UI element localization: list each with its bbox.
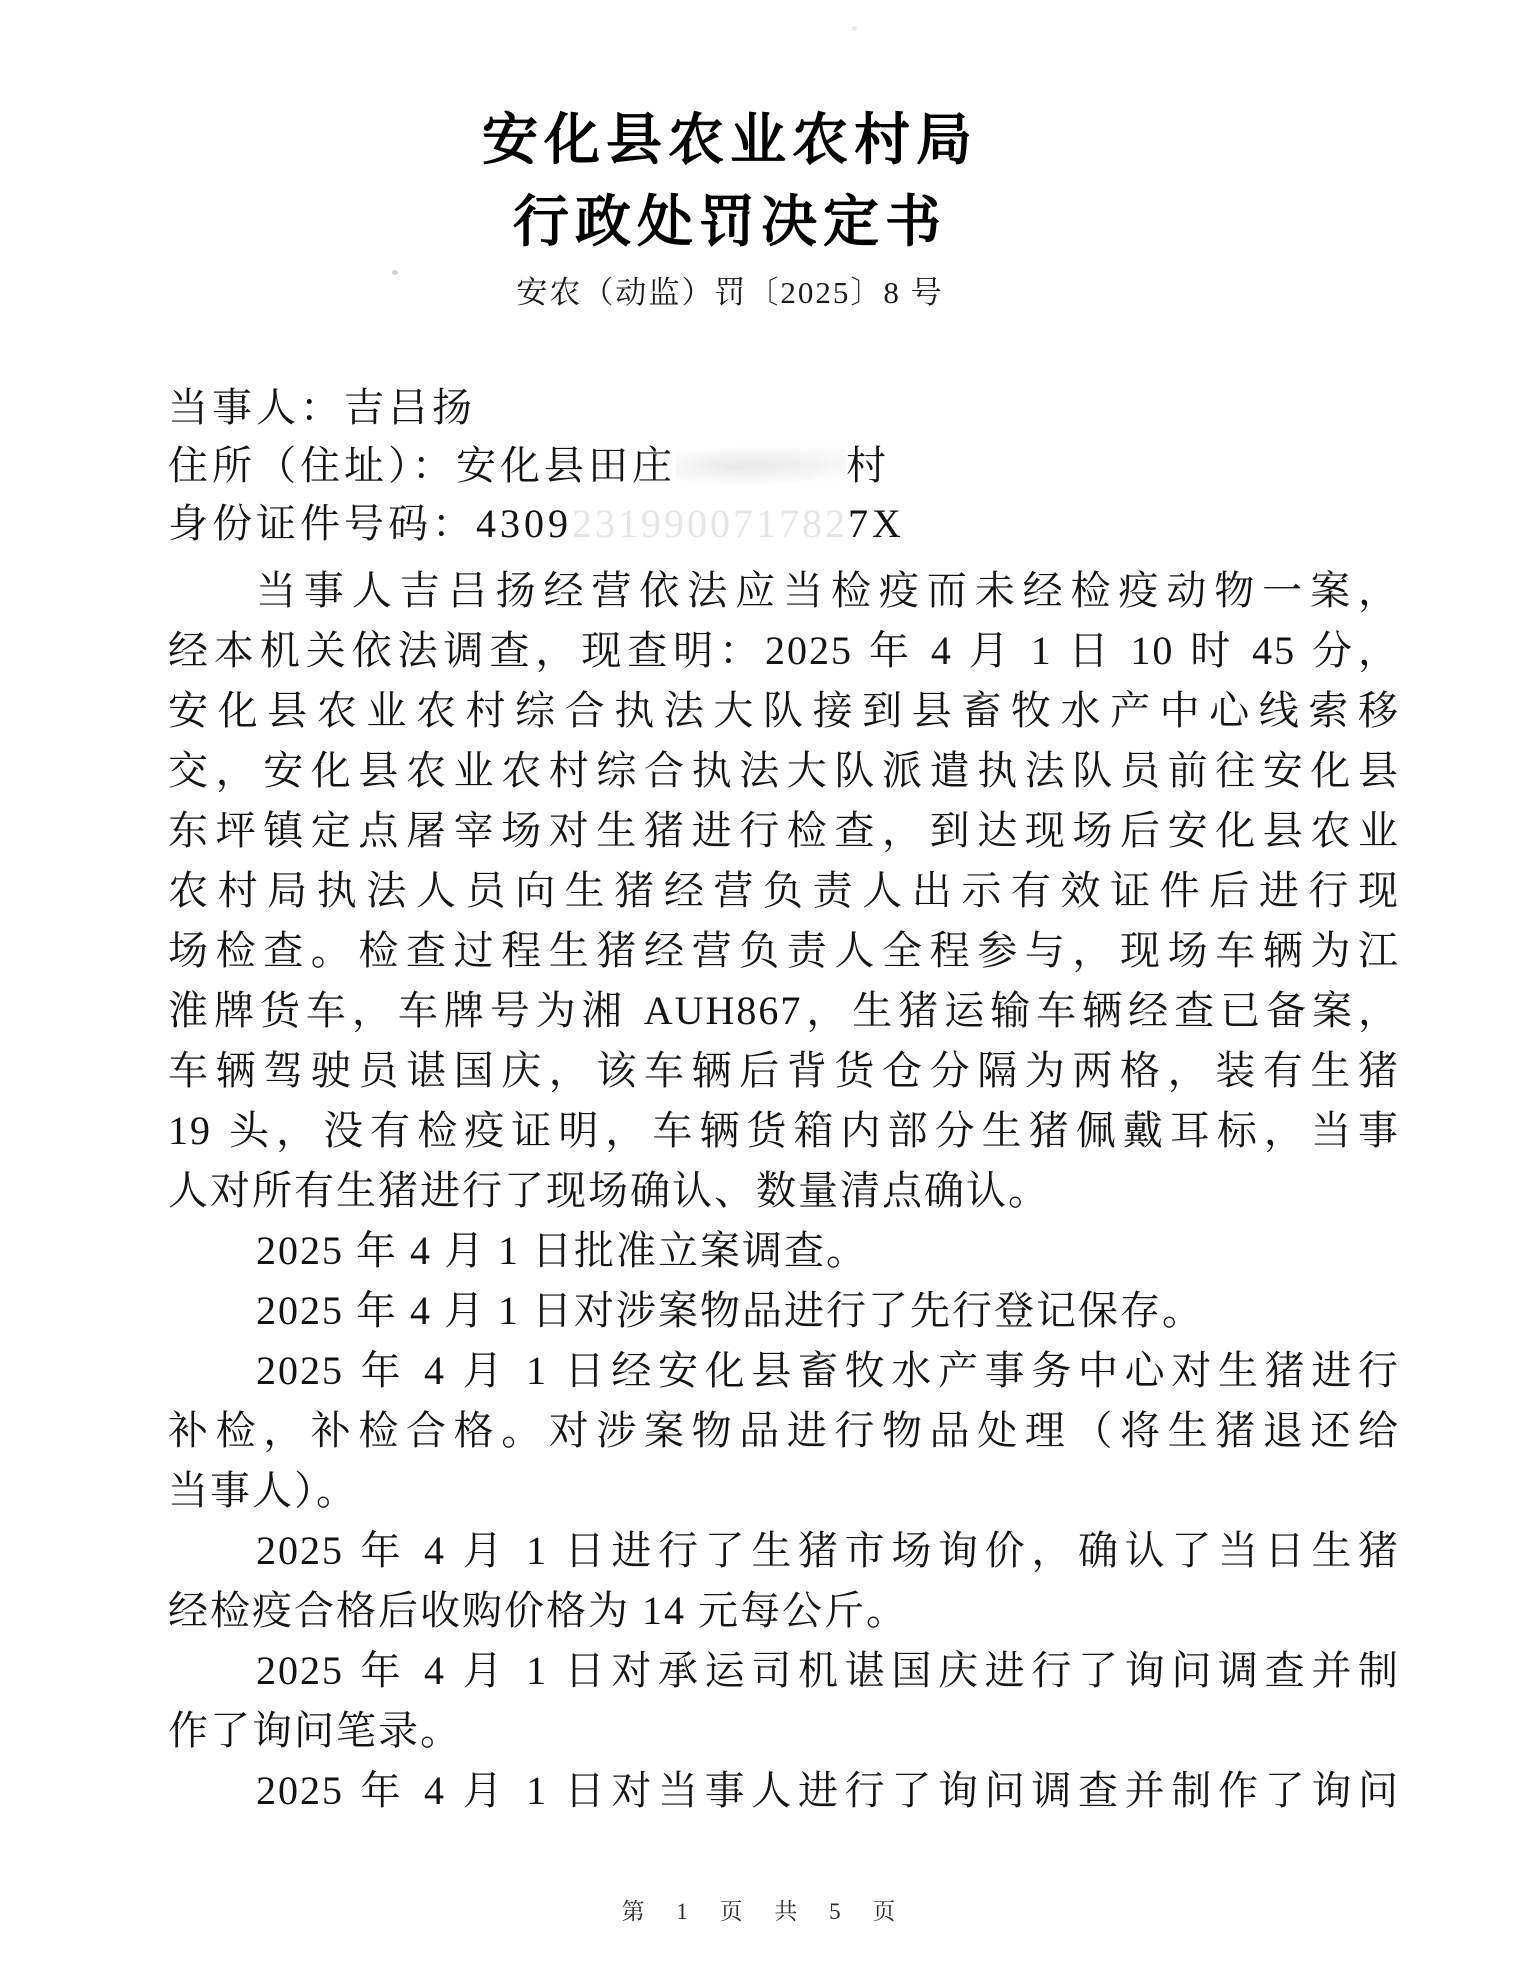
party-name-label: 当事人： [168,385,344,430]
party-id-suffix: 7X [848,501,905,546]
body-text-line: 安化县农业农村综合执法大队接到县畜牧水产中心线索移 [168,688,1400,733]
document-title-line1: 安化县农业农村局 [482,110,978,172]
body-text-line: 2025 年 4 月 1 日批准立案调查。 [256,1228,868,1273]
document-title-line2: 行政处罚决定书 [513,192,947,254]
body-text-line: 经检疫合格后收购价格为 14 元每公斤。 [168,1588,908,1633]
body-text-line: 人对所有生猪进行了现场确认、数量清点确认。 [168,1168,1050,1213]
address-redaction-patch [676,445,846,485]
body-text-line: 农村局执法人员向生猪经营负责人出示有效证件后进行现 [168,868,1400,913]
body-text-line: 2025 年 4 月 1 日对当事人进行了询问调查并制作了询问 [256,1768,1400,1813]
body-text-line: 场检查。检查过程生猪经营负责人全程参与，现场车辆为江 [168,928,1400,973]
body-text-line: 交，安化县农业农村综合执法大队派遣执法队员前往安化县 [168,748,1400,793]
body-text-line: 2025 年 4 月 1 日进行了生猪市场询价，确认了当日生猪 [256,1528,1400,1573]
body-text-line: 作了询问笔录。 [168,1708,462,1753]
body-text-line: 2025 年 4 月 1 日对承运司机谌国庆进行了询问调查并制 [256,1648,1400,1693]
body-text-line: 补检，补检合格。对涉案物品进行物品处理（将生猪退还给 [168,1408,1400,1453]
body-text-line: 2025 年 4 月 1 日对涉案物品进行了先行登记保存。 [256,1288,1204,1333]
body-text-line: 车辆驾驶员谌国庆，该车辆后背货仓分隔为两格，装有生猪 [168,1048,1400,1093]
page-footer: 第 1 页 共 5 页 [621,1899,909,1924]
body-text-line: 东坪镇定点屠宰场对生猪进行检查，到达现场后安化县农业 [168,808,1400,853]
party-id-redacted-faint: 231990071782 [572,501,848,546]
party-address-label: 住所（住址）： [168,443,456,488]
party-name-value: 吉吕扬 [344,385,476,430]
party-id-prefix: 4309 [476,501,572,546]
party-name-line [168,379,1400,437]
party-id-line [168,495,1400,553]
body-text-line: 2025 年 4 月 1 日经安化县畜牧水产事务中心对生猪进行 [256,1348,1400,1393]
party-info-block [168,379,1400,553]
party-address-prefix: 安化县田庄 [456,443,676,488]
body-text-line: 当事人吉吕扬经营依法应当检疫而未经检疫动物一案， [256,568,1400,613]
party-address-line [168,437,1400,495]
document-number: 安农（动监）罚〔2025〕8 号 [516,275,944,310]
scan-speck [852,26,857,31]
body-text-line: 19 头，没有检疫证明，车辆货箱内部分生猪佩戴耳标，当事 [168,1108,1400,1153]
party-id-label: 身份证件号码： [168,501,476,546]
body-text-line: 经本机关依法调查，现查明：2025 年 4 月 1 日 10 时 45 分， [168,628,1400,673]
scan-speck [392,270,398,275]
party-address-suffix: 村 [846,443,890,488]
body-text-line: 淮牌货车，车牌号为湘 AUH867，生猪运输车辆经查已备案， [168,988,1400,1033]
body-text-line: 当事人）。 [168,1468,358,1513]
body-paragraphs [168,561,1400,1821]
document-heading [168,100,1292,315]
